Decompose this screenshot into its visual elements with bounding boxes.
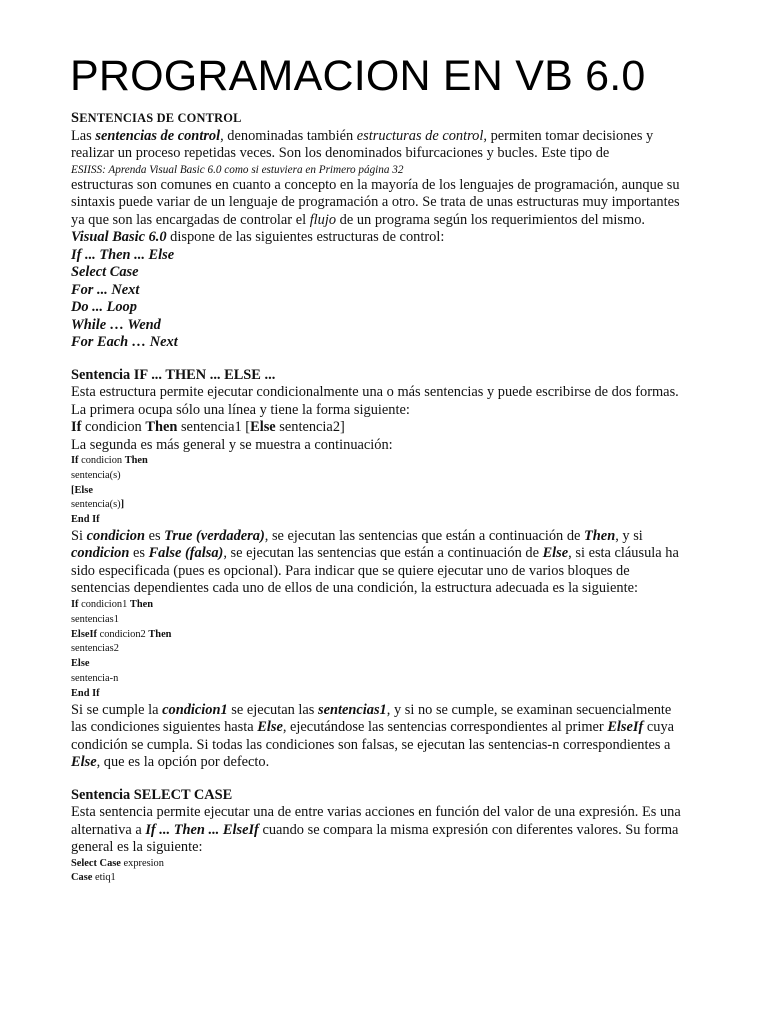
text-run: End If <box>71 514 100 526</box>
text-run: True (verdadera) <box>164 527 265 544</box>
text-run: permiten tomar decisiones y realizar un proceso repetidas veces. Son los denominados bifurcaciones y bucles. Este tipo de <box>71 127 654 161</box>
code-line <box>71 687 686 702</box>
code-line <box>71 598 686 613</box>
text-run: ESIISS: Aprenda Visual Basic 6.0 como si estuviera en Primero página 32 <box>71 163 404 176</box>
text-run: Then <box>148 628 172 640</box>
text-run: sentencia1 [ <box>177 419 251 435</box>
text-run: [Else <box>71 484 93 496</box>
text-run: If ... Then ... ElseIf <box>145 821 259 838</box>
text-run: Then <box>129 598 153 610</box>
text-run: If ... Then ... Else <box>71 246 175 263</box>
code-line <box>71 657 686 672</box>
text-run: Select Case <box>71 264 139 280</box>
text-run: Case <box>71 872 93 884</box>
code-line <box>71 484 686 499</box>
text-run: condicion1 <box>78 598 130 610</box>
paragraph <box>71 128 686 163</box>
text-run: , ejecutándose las sentencias correspondientes al primer <box>282 719 608 736</box>
section-heading <box>71 367 686 385</box>
keyword-item <box>71 264 686 282</box>
text-run: If <box>71 598 79 610</box>
text-run: Sentencia IF ... THEN ... ELSE ... <box>71 366 276 383</box>
text-run: False (falsa) <box>148 545 224 562</box>
footer-note <box>71 163 686 177</box>
keyword-item <box>71 299 686 317</box>
text-run: sentencia-n <box>71 672 119 684</box>
text-run: , denominadas también <box>220 127 357 144</box>
text-run: SELECT CASE <box>133 786 233 803</box>
heading-initial: S <box>71 110 80 126</box>
paragraph <box>71 384 686 419</box>
keyword-item <box>71 334 686 352</box>
text-run: For ... Next <box>71 281 140 298</box>
keyword-item <box>71 282 686 300</box>
keyword-item <box>71 317 686 335</box>
text-run: condicion <box>86 527 145 544</box>
text-run: sentencias de control <box>95 127 221 144</box>
text-run: Then <box>124 455 148 466</box>
text-run: sentencias2 <box>71 643 119 655</box>
paragraph <box>71 437 686 455</box>
text-run: sentencia(s) <box>71 469 121 481</box>
paragraph <box>71 702 686 772</box>
code-line <box>71 857 686 872</box>
code-line <box>71 454 686 469</box>
text-run: expresion <box>120 857 164 869</box>
code-line <box>71 513 686 528</box>
code-line <box>71 628 686 643</box>
section-heading <box>71 110 686 128</box>
code-line <box>71 469 686 484</box>
text-run: ElseIf <box>71 628 97 640</box>
code-line <box>71 871 686 886</box>
text-run: etiq1 <box>92 872 116 884</box>
text-run: End If <box>71 687 100 699</box>
text-run: se ejecutan las <box>227 701 318 718</box>
text-run: Then <box>584 527 616 544</box>
code-line <box>71 672 686 687</box>
text-run: cuando se compara la misma expresión con diferentes valores. Su forma general es la siguiente: <box>71 821 679 856</box>
document-body <box>71 110 686 886</box>
text-run: Do ... Loop <box>71 299 137 315</box>
text-run: sentencias1 <box>71 613 119 625</box>
text-run: sentencias1 <box>318 701 387 718</box>
text-run: Si se cumple la <box>71 701 163 718</box>
text-run: de un programa según los requerimientos del mismo. <box>336 211 646 228</box>
text-run: es <box>144 527 165 544</box>
text-run: Else <box>71 754 97 771</box>
text-run: Sentencia <box>71 786 134 803</box>
paragraph <box>71 177 686 247</box>
text-run: Si <box>71 527 87 544</box>
text-run: dispone de las siguientes estructuras de control: <box>166 229 445 245</box>
text-run: Else <box>257 719 283 736</box>
paragraph <box>71 804 686 857</box>
text-run: Select Case <box>71 857 121 869</box>
text-run: Visual Basic 6.0 <box>71 229 167 245</box>
text-run: , y si <box>615 527 643 544</box>
spacer <box>71 772 686 787</box>
text-run: While … Wend <box>71 316 161 333</box>
text-run: , y si no se cumple, se examinan secuencialmente las condiciones siguientes hasta <box>71 701 672 736</box>
text-run: Then <box>145 419 178 435</box>
text-run: Esta sentencia permite ejecutar una de entre varias acciones en función del valor de una expresión. Es una alternativa a <box>71 804 681 838</box>
text-run: , si esta cláusula ha sido especificada (pues es opcional). Para indicar que se quiere ejecutar uno de varios bloques de sentencias dependientes cada uno de ellos de una condición, la estructura adecuada es la siguiente: <box>71 545 679 597</box>
text-run: estructuras son comunes en cuanto a concepto en la mayoría de los lenguajes de programación, aunque su sintaxis puede variar de un lenguaje de programación a otro. Se trata de unas estructuras muy importantes ya que son las encargadas de controlar el <box>71 176 680 228</box>
text-run: condicion1 <box>162 701 228 718</box>
text-run: Las <box>71 127 96 144</box>
text-run: sentencia(s) <box>71 499 121 511</box>
code-line <box>71 498 686 513</box>
heading-rest: ENTENCIAS DE CONTROL <box>79 111 242 125</box>
code-line <box>71 613 686 628</box>
document-title: PROGRAMACION EN VB 6.0 <box>70 52 646 100</box>
text-run: If <box>71 419 82 435</box>
text-run: Esta estructura permite ejecutar condicionalmente una o más sentencias y puede escribirse de dos formas. La primera ocupa sólo una línea y tiene la forma siguiente: <box>71 384 679 418</box>
text-run: , se ejecutan las sentencias que están a continuación de <box>223 545 543 562</box>
text-run: condicion2 <box>96 628 149 640</box>
text-run: sentencia2] <box>275 419 345 435</box>
text-run: condicion <box>78 455 125 466</box>
text-run: , se ejecutan las sentencias que están a continuación de <box>264 527 585 544</box>
text-run: Else <box>71 658 90 670</box>
text-run: ] <box>120 499 125 511</box>
text-run: For Each … Next <box>71 334 178 350</box>
section-heading <box>71 787 686 805</box>
text-run: Else <box>250 419 276 435</box>
page-content <box>71 52 686 886</box>
text-run: condicion <box>71 545 130 562</box>
code-line <box>71 642 686 657</box>
text-run: es <box>129 545 149 562</box>
text-run: cuya condición se cumpla. Si todas las condiciones son falsas, se ejecutan las sentencias-n correspondientes a <box>71 719 675 753</box>
text-run: Else <box>542 545 569 562</box>
text-run: , que es la opción por defecto. <box>96 754 270 771</box>
text-run: La segunda es más general y se muestra a continuación: <box>71 436 393 453</box>
paragraph <box>71 528 686 598</box>
text-run: condicion <box>81 419 146 435</box>
text-run: flujo <box>309 211 337 228</box>
text-run: estructuras de control, <box>356 127 487 144</box>
keyword-item <box>71 247 686 265</box>
text-run: If <box>71 455 79 466</box>
paragraph <box>71 419 686 437</box>
spacer <box>71 352 686 367</box>
text-run: ElseIf <box>607 719 644 736</box>
